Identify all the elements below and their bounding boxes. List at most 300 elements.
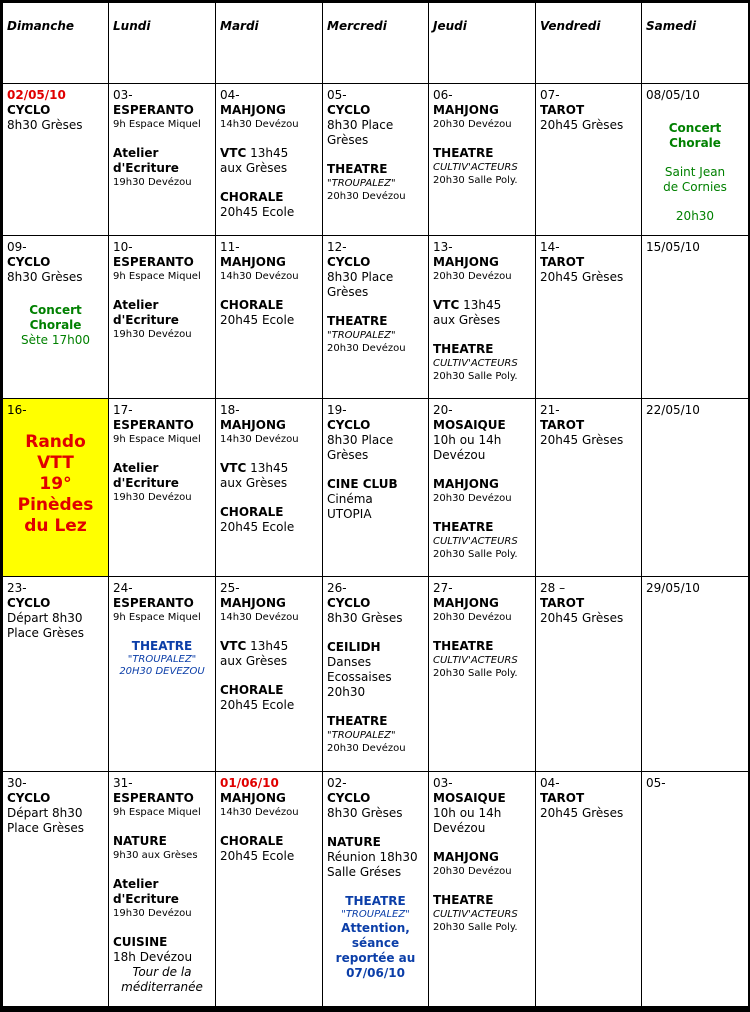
day-cell bbox=[216, 577, 323, 772]
event-block bbox=[433, 103, 531, 132]
event-title: MAHJONG bbox=[433, 596, 499, 610]
event-title: VTC 13h45 bbox=[433, 298, 502, 312]
event-title: Atelier bbox=[113, 877, 159, 891]
day-cell bbox=[429, 577, 536, 772]
event-detail: 20h30 Devézou bbox=[327, 343, 406, 354]
event-title: d'Ecriture bbox=[113, 313, 179, 327]
day-cell bbox=[3, 772, 109, 1012]
day-cell bbox=[3, 399, 109, 577]
event-title: Concert bbox=[29, 303, 82, 317]
event-block bbox=[220, 596, 318, 625]
day-number: 06- bbox=[433, 88, 453, 102]
day-number: 26- bbox=[327, 581, 347, 595]
day-cell bbox=[216, 399, 323, 577]
event-detail: aux Grèses bbox=[220, 654, 288, 668]
event-highlight-line: Rando bbox=[25, 432, 86, 452]
event-detail: 20h30 Devézou bbox=[433, 493, 512, 504]
event-detail: 8h30 Place bbox=[327, 433, 394, 447]
event-block bbox=[540, 255, 637, 285]
day-number: 17- bbox=[113, 403, 133, 417]
event-detail: Devézou bbox=[433, 821, 486, 835]
day-cell bbox=[323, 236, 429, 399]
day-cell bbox=[109, 772, 216, 1012]
event-title: CYCLO bbox=[327, 418, 371, 432]
event-detail: 20h45 Grèses bbox=[540, 270, 624, 284]
event-detail: 9h Espace Miquel bbox=[113, 119, 201, 130]
event-highlight-line: VTT bbox=[37, 453, 74, 473]
weekday-header: Samedi bbox=[642, 3, 749, 84]
day-number: 12- bbox=[327, 240, 347, 254]
day-number: 16- bbox=[7, 403, 27, 417]
event-title: THEATRE bbox=[327, 714, 388, 728]
event-block bbox=[7, 791, 104, 836]
event-title: CUISINE bbox=[113, 935, 168, 949]
day-cell bbox=[109, 399, 216, 577]
event-title: reportée au bbox=[335, 951, 416, 965]
event-detail: 20h30 Devézou bbox=[433, 119, 512, 130]
event-block bbox=[433, 418, 531, 463]
event-detail: "TROUPALEZ" bbox=[341, 909, 410, 920]
spacer bbox=[646, 151, 744, 165]
event-title: THEATRE bbox=[327, 314, 388, 328]
event-block bbox=[327, 103, 424, 148]
event-block bbox=[433, 255, 531, 284]
event-detail: 8h30 Grèses bbox=[327, 806, 403, 820]
event-detail: Devézou bbox=[433, 448, 486, 462]
event-detail: 8h30 Place bbox=[327, 118, 394, 132]
event-detail: 14h30 Devézou bbox=[220, 612, 299, 623]
day-cell bbox=[429, 236, 536, 399]
event-title: CEILIDH bbox=[327, 640, 381, 654]
day-number: 24- bbox=[113, 581, 133, 595]
day-number: 09- bbox=[7, 240, 27, 254]
event-detail: aux Grèses bbox=[220, 161, 288, 175]
day-cell bbox=[109, 236, 216, 399]
event-title: MAHJONG bbox=[220, 791, 286, 805]
day-cell bbox=[642, 399, 749, 577]
event-block bbox=[433, 342, 531, 384]
event-block bbox=[433, 893, 531, 935]
event-block bbox=[220, 418, 318, 447]
event-block bbox=[7, 303, 104, 348]
event-title: d'Ecriture bbox=[113, 892, 179, 906]
event-block bbox=[433, 298, 531, 328]
event-detail: Saint Jean bbox=[664, 165, 726, 179]
day-number: 19- bbox=[327, 403, 347, 417]
event-detail: 20h45 Grèses bbox=[540, 611, 624, 625]
event-title: NATURE bbox=[113, 834, 167, 848]
event-detail: 20h45 Ecole bbox=[220, 698, 295, 712]
event-detail: 19h30 Devézou bbox=[113, 329, 192, 340]
weekday-header: Mercredi bbox=[323, 3, 429, 84]
day-number: 03- bbox=[433, 776, 453, 790]
event-block bbox=[113, 103, 211, 132]
day-cell bbox=[216, 772, 323, 1012]
event-title: d'Ecriture bbox=[113, 476, 179, 490]
event-block bbox=[113, 791, 211, 820]
day-number: 05- bbox=[646, 776, 666, 790]
event-detail: CULTIV'ACTEURS bbox=[433, 162, 518, 173]
event-block bbox=[113, 461, 211, 505]
event-title: MAHJONG bbox=[433, 477, 499, 491]
event-detail: 14h30 Devézou bbox=[220, 434, 299, 445]
event-highlight-line: 19° bbox=[39, 474, 72, 494]
day-cell bbox=[429, 399, 536, 577]
day-number: 11- bbox=[220, 240, 240, 254]
event-title: MAHJONG bbox=[433, 255, 499, 269]
event-block bbox=[7, 596, 104, 641]
event-block bbox=[540, 103, 637, 133]
day-number: 04- bbox=[220, 88, 240, 102]
event-title: THEATRE bbox=[327, 162, 388, 176]
event-detail: CULTIV'ACTEURS bbox=[433, 536, 518, 547]
event-detail: 19h30 Devézou bbox=[113, 908, 192, 919]
event-block bbox=[433, 477, 531, 506]
event-title: Chorale bbox=[669, 136, 721, 150]
event-detail: 8h30 Grèses bbox=[7, 118, 83, 132]
event-block bbox=[220, 505, 318, 535]
event-block bbox=[113, 596, 211, 625]
day-cell bbox=[323, 84, 429, 236]
day-number: 18- bbox=[220, 403, 240, 417]
event-block bbox=[327, 477, 424, 522]
event-detail: 9h Espace Miquel bbox=[113, 807, 201, 818]
weekday-header: Dimanche bbox=[3, 3, 109, 84]
event-detail: 9h Espace Miquel bbox=[113, 612, 201, 623]
event-time: 13h45 bbox=[246, 146, 289, 160]
day-cell bbox=[429, 772, 536, 1012]
event-detail: 14h30 Devézou bbox=[220, 119, 299, 130]
event-title: MAHJONG bbox=[220, 255, 286, 269]
day-cell bbox=[642, 84, 749, 236]
weekday-header: Jeudi bbox=[429, 3, 536, 84]
week-row bbox=[3, 84, 749, 236]
event-detail: 19h30 Devézou bbox=[113, 492, 192, 503]
event-block bbox=[7, 103, 104, 133]
event-detail: Place Grèses bbox=[7, 821, 84, 835]
event-detail: "TROUPALEZ" bbox=[327, 730, 396, 741]
event-title: CHORALE bbox=[220, 505, 284, 519]
event-detail: CULTIV'ACTEURS bbox=[433, 358, 518, 369]
event-block bbox=[327, 162, 424, 204]
event-detail: 14h30 Devézou bbox=[220, 807, 299, 818]
day-number: 31- bbox=[113, 776, 133, 790]
event-detail: "TROUPALEZ" bbox=[127, 654, 197, 665]
event-title: CHORALE bbox=[220, 683, 284, 697]
event-block bbox=[327, 894, 424, 981]
event-detail: 20h45 Grèses bbox=[540, 118, 624, 132]
event-detail: 9h Espace Miquel bbox=[113, 434, 201, 445]
event-title: NATURE bbox=[327, 835, 381, 849]
weekday-header: Mardi bbox=[216, 3, 323, 84]
event-title: THEATRE bbox=[433, 146, 494, 160]
event-detail: 20h30 Devézou bbox=[327, 743, 406, 754]
event-detail: Danses bbox=[327, 655, 372, 669]
event-detail: 20h30 bbox=[675, 209, 715, 223]
event-block bbox=[113, 255, 211, 284]
event-detail: 8h30 Grèses bbox=[327, 611, 403, 625]
event-title: ESPERANTO bbox=[113, 791, 194, 805]
day-number: 27- bbox=[433, 581, 453, 595]
event-time: 13h45 bbox=[246, 639, 289, 653]
event-detail: 9h Espace Miquel bbox=[113, 271, 201, 282]
event-block bbox=[327, 714, 424, 756]
event-detail: 20h30 Devézou bbox=[327, 191, 406, 202]
event-title: ESPERANTO bbox=[113, 103, 194, 117]
event-detail: Grèses bbox=[327, 448, 369, 462]
day-cell bbox=[109, 577, 216, 772]
day-number: 20- bbox=[433, 403, 453, 417]
event-block bbox=[220, 791, 318, 820]
event-block bbox=[220, 298, 318, 328]
event-title: Chorale bbox=[29, 318, 82, 332]
event-detail: 20h30 Devézou bbox=[433, 866, 512, 877]
event-block bbox=[113, 298, 211, 342]
event-detail: CULTIV'ACTEURS bbox=[433, 909, 518, 920]
event-block bbox=[433, 850, 531, 879]
event-detail: 20h30 Salle Poly. bbox=[433, 668, 518, 679]
event-title: THEATRE bbox=[433, 520, 494, 534]
event-block bbox=[433, 146, 531, 188]
event-block bbox=[327, 791, 424, 821]
event-detail: 20h30 bbox=[327, 685, 366, 699]
event-title: CYCLO bbox=[7, 791, 51, 805]
event-detail: 8h30 Grèses bbox=[7, 270, 83, 284]
event-title: THEATRE bbox=[433, 893, 494, 907]
event-highlight-line: Pinèdes bbox=[17, 495, 94, 515]
event-title: Attention, bbox=[341, 921, 410, 935]
event-block bbox=[220, 103, 318, 132]
event-detail: 20h45 Ecole bbox=[220, 205, 295, 219]
event-detail: UTOPIA bbox=[327, 507, 372, 521]
event-title: MOSAIQUE bbox=[433, 418, 506, 432]
event-detail: 20h30 Salle Poly. bbox=[433, 371, 518, 382]
event-detail: 20h30 Salle Poly. bbox=[433, 549, 518, 560]
calendar-table bbox=[2, 2, 749, 1012]
event-block bbox=[220, 639, 318, 669]
event-block bbox=[540, 418, 637, 448]
day-number: 15/05/10 bbox=[646, 240, 700, 254]
event-detail: aux Grèses bbox=[220, 476, 288, 490]
day-number: 30- bbox=[7, 776, 27, 790]
event-title: CYCLO bbox=[327, 596, 371, 610]
event-block bbox=[327, 835, 424, 880]
day-cell bbox=[536, 399, 642, 577]
event-detail: 20h30 Salle Poly. bbox=[433, 922, 518, 933]
event-title: d'Ecriture bbox=[113, 161, 179, 175]
event-title: TAROT bbox=[540, 418, 585, 432]
event-detail: 20h30 Salle Poly. bbox=[433, 175, 518, 186]
event-block bbox=[113, 418, 211, 447]
event-title: MAHJONG bbox=[220, 103, 286, 117]
event-detail: Sète 17h00 bbox=[20, 333, 91, 347]
event-block bbox=[540, 791, 637, 821]
day-cell bbox=[536, 236, 642, 399]
event-block bbox=[113, 146, 211, 190]
event-detail: aux Grèses bbox=[433, 313, 501, 327]
event-detail: 20H30 DEVEZOU bbox=[119, 666, 205, 677]
event-detail: 20h30 Devézou bbox=[433, 612, 512, 623]
event-detail: Départ 8h30 bbox=[7, 806, 83, 820]
event-detail: Salle Gréses bbox=[327, 865, 402, 879]
event-detail: 20h45 Grèses bbox=[540, 806, 624, 820]
event-detail: Place Grèses bbox=[7, 626, 84, 640]
event-title: Atelier bbox=[113, 146, 159, 160]
event-time: 13h45 bbox=[246, 461, 289, 475]
event-title: CYCLO bbox=[7, 103, 51, 117]
day-cell bbox=[536, 84, 642, 236]
event-title: Atelier bbox=[113, 298, 159, 312]
day-number: 05- bbox=[327, 88, 347, 102]
event-detail: 19h30 Devézou bbox=[113, 177, 192, 188]
event-detail: 8h30 Place bbox=[327, 270, 394, 284]
event-block bbox=[327, 314, 424, 356]
event-detail: 14h30 Devézou bbox=[220, 271, 299, 282]
event-title: VTC 13h45 bbox=[220, 639, 289, 653]
event-block bbox=[220, 146, 318, 176]
day-cell bbox=[323, 577, 429, 772]
event-detail: "TROUPALEZ" bbox=[327, 330, 396, 341]
event-title: TAROT bbox=[540, 103, 585, 117]
event-title: MAHJONG bbox=[220, 596, 286, 610]
event-block bbox=[327, 255, 424, 300]
event-block bbox=[113, 935, 211, 995]
event-time: 13h45 bbox=[459, 298, 502, 312]
event-detail: 18h Devézou bbox=[113, 950, 193, 964]
event-title: THEATRE bbox=[433, 639, 494, 653]
event-title: TAROT bbox=[540, 791, 585, 805]
event-block bbox=[220, 683, 318, 713]
day-number: 01/06/10 bbox=[220, 776, 279, 790]
event-title: Concert bbox=[668, 121, 722, 135]
day-cell bbox=[3, 236, 109, 399]
event-title: MAHJONG bbox=[433, 103, 499, 117]
event-title: CYCLO bbox=[327, 791, 371, 805]
day-number: 25- bbox=[220, 581, 240, 595]
weekday-header-row bbox=[3, 3, 749, 84]
event-title: ESPERANTO bbox=[113, 418, 194, 432]
event-title: MAHJONG bbox=[220, 418, 286, 432]
event-detail: 10h ou 14h bbox=[433, 433, 502, 447]
day-cell bbox=[642, 236, 749, 399]
day-number: 07- bbox=[540, 88, 560, 102]
event-block bbox=[220, 461, 318, 491]
event-detail: Ecossaises bbox=[327, 670, 392, 684]
event-title: THEATRE bbox=[345, 894, 406, 908]
event-block bbox=[220, 190, 318, 220]
event-detail: 20h45 Ecole bbox=[220, 849, 295, 863]
calendar bbox=[2, 2, 748, 1006]
event-block bbox=[433, 596, 531, 625]
event-detail: Départ 8h30 bbox=[7, 611, 83, 625]
day-number: 10- bbox=[113, 240, 133, 254]
week-row bbox=[3, 577, 749, 772]
event-block bbox=[220, 834, 318, 864]
event-detail: CULTIV'ACTEURS bbox=[433, 655, 518, 666]
day-number: 21- bbox=[540, 403, 560, 417]
event-detail: 9h30 aux Grèses bbox=[113, 850, 198, 861]
event-title: CYCLO bbox=[327, 103, 371, 117]
event-title: CYCLO bbox=[7, 255, 51, 269]
day-cell bbox=[109, 84, 216, 236]
event-detail: Cinéma bbox=[327, 492, 373, 506]
event-title: VTC 13h45 bbox=[220, 461, 289, 475]
event-title: Atelier bbox=[113, 461, 159, 475]
event-block bbox=[433, 520, 531, 562]
event-detail: méditerranée bbox=[121, 980, 203, 994]
day-number: 13- bbox=[433, 240, 453, 254]
event-title: VTC 13h45 bbox=[220, 146, 289, 160]
event-block bbox=[7, 255, 104, 285]
spacer bbox=[646, 195, 744, 209]
event-block bbox=[113, 877, 211, 921]
event-title: THEATRE bbox=[433, 342, 494, 356]
event-detail: Grèses bbox=[327, 285, 369, 299]
event-detail: de Cornies bbox=[663, 180, 727, 194]
day-number: 04- bbox=[540, 776, 560, 790]
day-cell bbox=[536, 772, 642, 1012]
event-detail: Grèses bbox=[327, 133, 369, 147]
day-cell bbox=[323, 772, 429, 1012]
day-number: 02/05/10 bbox=[7, 88, 66, 102]
day-cell bbox=[323, 399, 429, 577]
day-cell bbox=[642, 772, 749, 1012]
event-block bbox=[433, 639, 531, 681]
event-detail: 20h45 Grèses bbox=[540, 433, 624, 447]
event-title: TAROT bbox=[540, 596, 585, 610]
event-title: CINE CLUB bbox=[327, 477, 398, 491]
day-cell bbox=[3, 577, 109, 772]
event-detail: 20h45 Ecole bbox=[220, 520, 295, 534]
event-title: TAROT bbox=[540, 255, 585, 269]
day-number: 02- bbox=[327, 776, 347, 790]
event-title: CHORALE bbox=[220, 298, 284, 312]
event-title: séance bbox=[351, 936, 400, 950]
event-block bbox=[327, 418, 424, 463]
event-block bbox=[327, 640, 424, 700]
event-block bbox=[327, 596, 424, 626]
event-title: ESPERANTO bbox=[113, 255, 194, 269]
day-cell bbox=[216, 236, 323, 399]
event-detail: 20h30 Devézou bbox=[433, 271, 512, 282]
event-block bbox=[220, 255, 318, 284]
day-number: 28 – bbox=[540, 581, 566, 595]
event-title: CHORALE bbox=[220, 190, 284, 204]
day-number: 08/05/10 bbox=[646, 88, 700, 102]
day-cell bbox=[536, 577, 642, 772]
event-title: CYCLO bbox=[327, 255, 371, 269]
event-block bbox=[540, 596, 637, 626]
day-number: 23- bbox=[7, 581, 27, 595]
event-detail: Réunion 18h30 bbox=[327, 850, 418, 864]
day-number: 22/05/10 bbox=[646, 403, 700, 417]
day-cell bbox=[216, 84, 323, 236]
event-detail: 10h ou 14h bbox=[433, 806, 502, 820]
week-row bbox=[3, 399, 749, 577]
day-cell bbox=[429, 84, 536, 236]
weekday-header: Vendredi bbox=[536, 3, 642, 84]
event-title: CYCLO bbox=[7, 596, 51, 610]
event-block bbox=[646, 121, 744, 224]
day-number: 29/05/10 bbox=[646, 581, 700, 595]
event-title: MAHJONG bbox=[433, 850, 499, 864]
week-row bbox=[3, 772, 749, 1012]
event-title: MOSAIQUE bbox=[433, 791, 506, 805]
event-title: THEATRE bbox=[131, 639, 193, 653]
day-cell bbox=[3, 84, 109, 236]
event-block bbox=[433, 791, 531, 836]
day-number: 14- bbox=[540, 240, 560, 254]
